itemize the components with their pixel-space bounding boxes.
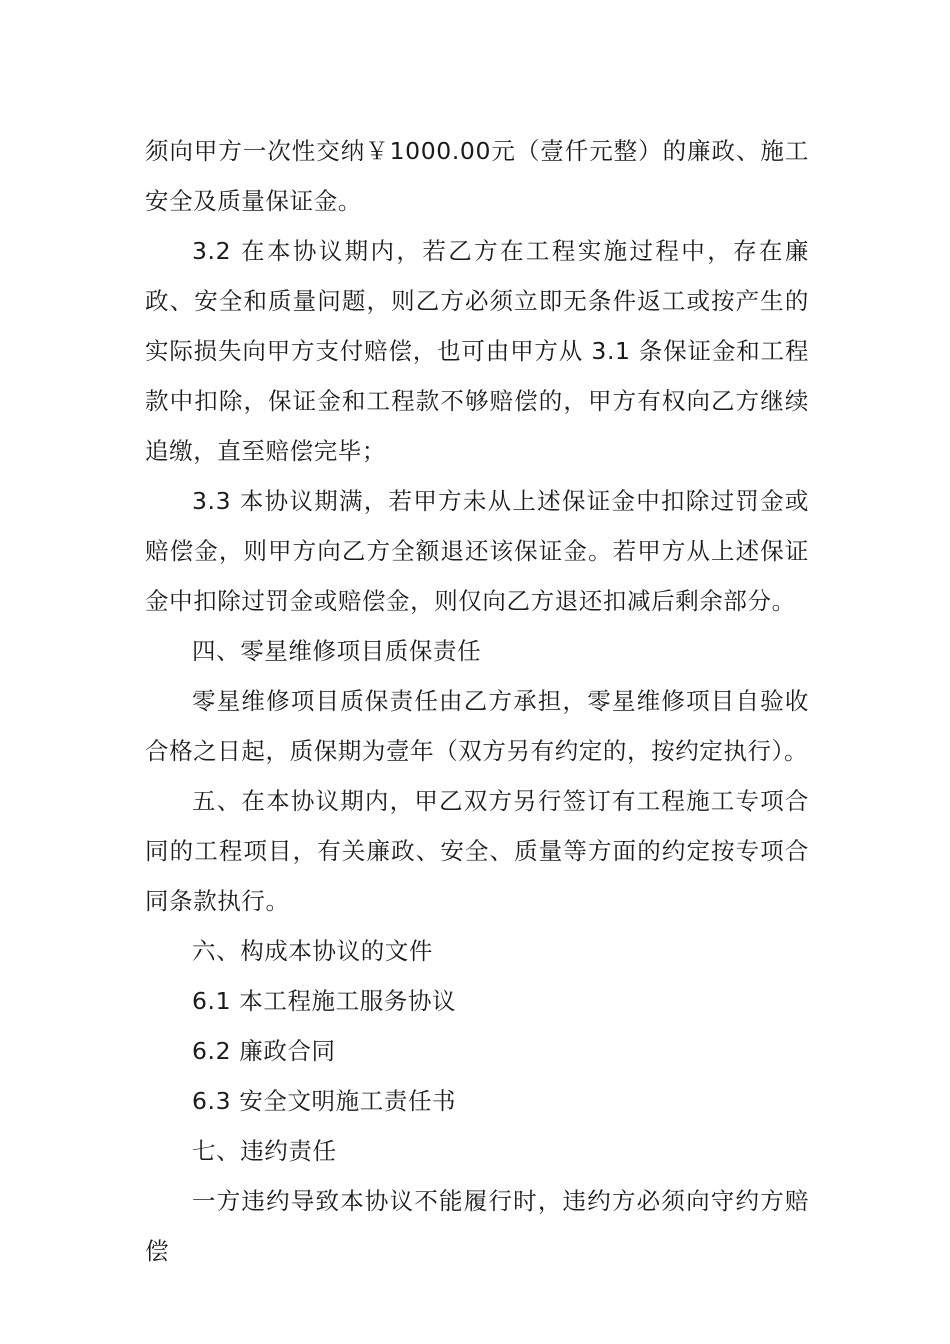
list-item-6-2: 6.2 廉政合同 xyxy=(192,1037,336,1065)
paragraph-breach: 一方违约导致本协议不能履行时，违约方必须向守约方赔偿 xyxy=(145,1187,809,1265)
document-body xyxy=(145,126,809,1276)
list-item-6-3: 6.3 安全文明施工责任书 xyxy=(192,1087,457,1115)
section-heading-7: 七、违约责任 xyxy=(192,1137,337,1165)
section-heading-5: 五、在本协议期内，甲乙双方另行签订有工程施工专项合同的工程项目，有关廉政、安全、质量等方面的约定按专项合同条款执行。 xyxy=(145,787,809,915)
section-heading-6: 六、构成本协议的文件 xyxy=(192,937,433,965)
section-heading-4: 四、零星维修项目质保责任 xyxy=(192,637,482,665)
paragraph-clause-3-3: 3.3 本协议期满，若甲方未从上述保证金中扣除过罚金或赔偿金，则甲方向乙方全额退还该保证金。若甲方从上述保证金中扣除过罚金或赔偿金，则仅向乙方退还扣减后剩余部分。 xyxy=(145,487,809,615)
paragraph-clause-3-2: 3.2 在本协议期内，若乙方在工程实施过程中，存在廉政、安全和质量问题，则乙方必须立即无条件返工或按产生的实际损失向甲方支付赔偿，也可由甲方从 3.1 条保证金和工程款中扣除，保证金和工程款不够赔偿的，甲方有权向乙方继续追缴，直至赔偿完毕； xyxy=(145,237,809,465)
paragraph-warranty: 零星维修项目质保责任由乙方承担，零星维修项目自验收合格之日起，质保期为壹年（双方另有约定的，按约定执行）。 xyxy=(145,687,809,765)
paragraph-continuation: 须向甲方一次性交纳￥1000.00元（壹仟元整）的廉政、施工安全及质量保证金。 xyxy=(145,137,809,215)
list-item-6-1: 6.1 本工程施工服务协议 xyxy=(192,987,457,1015)
